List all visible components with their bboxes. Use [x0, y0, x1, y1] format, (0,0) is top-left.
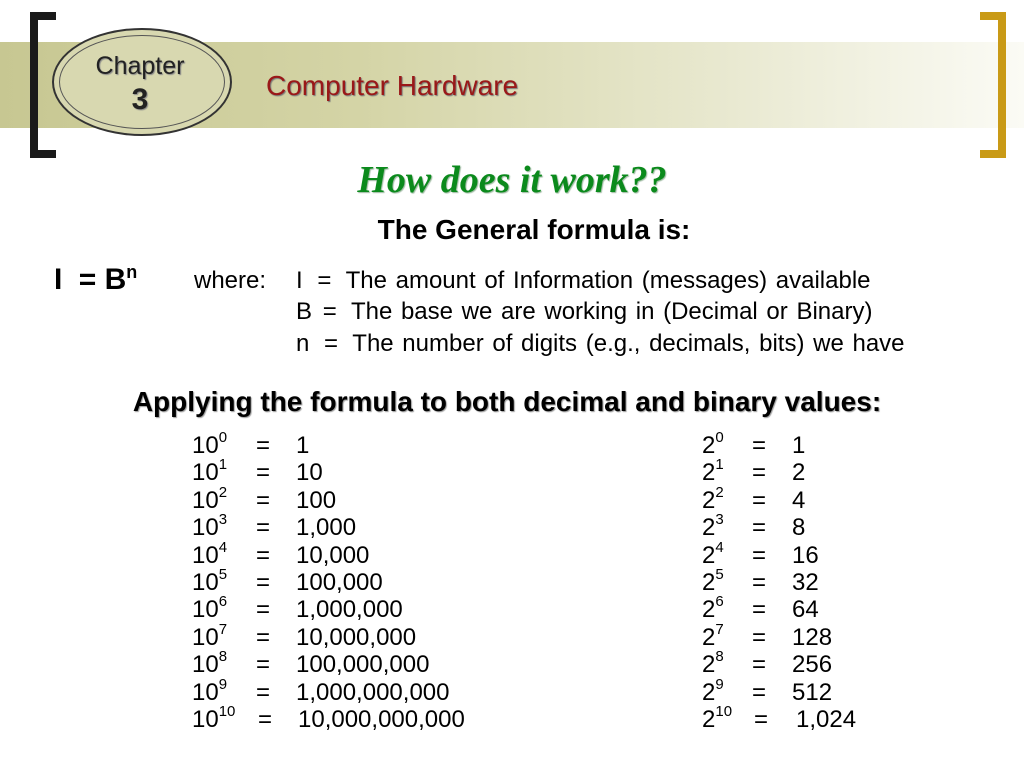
equals-sign: = [256, 459, 271, 487]
power-value: 128 [792, 623, 833, 651]
power-expression: $10^0$ [192, 429, 228, 459]
table-row [192, 702, 522, 733]
where-label: where: [194, 267, 267, 294]
power-value: 32 [792, 568, 819, 596]
equals-sign: = [752, 432, 767, 459]
power-expression: $10^9$ [192, 675, 228, 706]
power-value: 512 [792, 678, 833, 706]
table-row [702, 483, 902, 514]
power-value: 100 [296, 486, 337, 514]
power-value: 16 [792, 541, 819, 569]
power-expression: $2^{10}$ [702, 702, 733, 733]
power-value: 1,000,000,000 [296, 678, 450, 706]
table-row [702, 511, 902, 542]
power-expression: $10^2$ [192, 483, 228, 514]
power-value: 10,000,000 [296, 623, 417, 651]
equals-sign: = [752, 568, 767, 596]
decimal-powers-table [192, 429, 522, 733]
power-value: 10,000,000,000 [298, 705, 465, 733]
definition-text: The number of digits (e.g., decimals, bits) we have [352, 330, 905, 357]
power-expression: $10^5$ [192, 565, 228, 596]
definition-equals: = [324, 330, 339, 357]
power-expression: $10^4$ [192, 538, 228, 569]
table-row [702, 456, 902, 487]
table-row [192, 565, 522, 596]
power-expression: $10^1$ [192, 456, 228, 487]
table-row [702, 702, 902, 733]
power-expression: $2^3$ [702, 511, 724, 542]
binary-powers-table [702, 429, 902, 733]
table-row [192, 593, 522, 624]
table-row [192, 483, 522, 514]
general-formula [54, 262, 137, 297]
slide-heading: How does it work?? [357, 159, 667, 201]
power-expression: $2^8$ [702, 648, 724, 679]
power-expression: $2^9$ [702, 675, 724, 706]
equals-sign: = [752, 678, 767, 706]
equals-sign: = [258, 705, 273, 733]
power-expression: $2^7$ [702, 620, 724, 651]
equals-sign: = [752, 541, 767, 569]
equals-sign: = [256, 568, 271, 596]
equals-sign: = [256, 678, 271, 706]
power-value: 10 [296, 459, 323, 487]
chapter-label: Chapter [95, 52, 185, 80]
definition-symbol: n [296, 330, 310, 357]
definition-text: The base we are working in (Decimal or Binary) [350, 298, 873, 325]
power-value: 64 [792, 596, 819, 624]
power-value: 1,000 [296, 514, 357, 542]
table-row [702, 648, 902, 679]
power-expression: $10^8$ [192, 648, 228, 679]
table-row [192, 456, 522, 487]
definition-symbol: I [296, 267, 303, 294]
power-expression: $2^5$ [702, 565, 724, 596]
equals-sign: = [256, 596, 271, 624]
power-value: 1,024 [796, 705, 857, 733]
power-value: 1 [296, 432, 310, 459]
equals-sign: = [752, 459, 767, 487]
table-row [702, 429, 902, 459]
chapter-badge [52, 28, 232, 136]
equals-sign: = [256, 541, 271, 569]
power-expression: $10^6$ [192, 593, 228, 624]
equals-sign: = [256, 651, 271, 679]
equals-sign: = [752, 623, 767, 651]
power-value: 2 [792, 459, 806, 487]
table-row [192, 538, 522, 569]
equals-sign: = [752, 486, 767, 514]
power-value: 100,000 [296, 568, 383, 596]
equals-sign: = [752, 651, 767, 679]
definition-line [296, 298, 872, 326]
equals-sign: = [752, 596, 767, 624]
table-row [192, 620, 522, 651]
power-expression: $2^1$ [702, 456, 724, 487]
equals-sign: = [256, 623, 271, 651]
power-expression: $2^2$ [702, 483, 724, 514]
power-expression: $2^6$ [702, 593, 724, 624]
equals-sign: = [752, 514, 767, 542]
equals-sign: = [754, 705, 769, 733]
formula-exponent: n [126, 262, 138, 282]
power-value: 1,000,000 [296, 596, 403, 624]
course-title: Computer Hardware [266, 70, 519, 101]
apply-heading: Applying the formula to both decimal and binary values: [132, 386, 882, 417]
table-row [192, 429, 522, 459]
definition-text: The amount of Information (messages) available [345, 267, 871, 294]
power-expression: $2^0$ [702, 429, 724, 459]
power-value: 100,000,000 [296, 651, 430, 679]
table-row [192, 675, 522, 706]
equals-sign: = [256, 486, 271, 514]
table-row [702, 620, 902, 651]
power-value: 8 [792, 514, 806, 542]
formula-lhs: I [54, 263, 63, 296]
right-bracket-decoration [972, 12, 1006, 158]
power-expression: $10^3$ [192, 511, 228, 542]
power-value: 1 [792, 432, 806, 459]
power-value: 4 [792, 486, 806, 514]
power-expression: $10^7$ [192, 620, 228, 651]
table-row [702, 538, 902, 569]
table-row [702, 675, 902, 706]
definition-line [296, 267, 871, 295]
formula-subheading: The General formula is: [377, 214, 691, 245]
table-row [192, 511, 522, 542]
formula-equals: = [78, 263, 97, 296]
definition-equals: = [317, 267, 332, 294]
definition-equals: = [322, 298, 337, 325]
table-row [192, 648, 522, 679]
power-value: 10,000 [296, 541, 370, 569]
equals-sign: = [256, 432, 271, 459]
chapter-number: 3 [131, 83, 149, 116]
equals-sign: = [256, 514, 271, 542]
table-row [702, 565, 902, 596]
definition-line [296, 330, 905, 358]
formula-base: B [104, 263, 127, 296]
power-value: 256 [792, 651, 833, 679]
definition-symbol: B [296, 298, 313, 325]
table-row [702, 593, 902, 624]
power-expression: $2^4$ [702, 538, 724, 569]
power-expression: $10^{10}$ [192, 702, 236, 733]
